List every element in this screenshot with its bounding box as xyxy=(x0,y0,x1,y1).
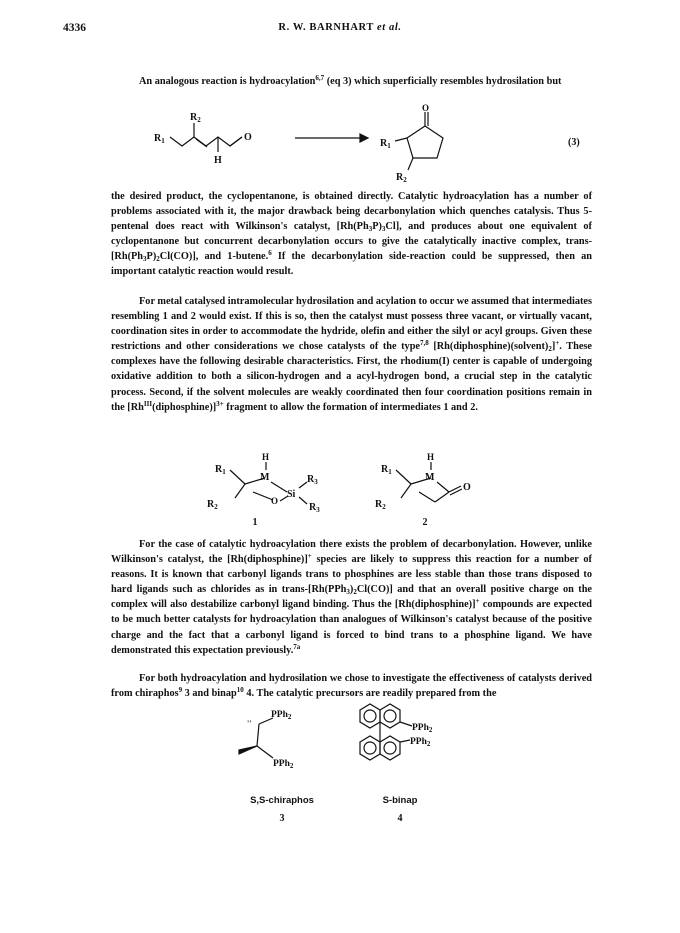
svg-text:Si: Si xyxy=(287,489,296,500)
svg-text:PPh2: PPh$_2$ xyxy=(273,759,294,770)
svg-text:O: O xyxy=(271,496,279,506)
paragraph-decarbonylation: the desired product, the cyclopentanone, is obtained directly. Catalytic hydroacylation has a number of problems associated with it, the major drawback being decarbonylation which quenches catalysis. Thus 5-pentenal does react with Wilkinson's catalyst, $[Rh(Ph_3P)_3Cl]$, and produces about one equivalent of cyclopentanone but concurrent decarbonylation occurs to give the catalytically inactive complex, trans-$[Rh(Ph_3P)_2Cl(CO)]$, and 1-butene.$^6$ If the decarbonylation side-reaction could be suppressed, then an important catalytic reaction would result. xyxy=(111,191,592,278)
product-o-label: O xyxy=(422,103,430,113)
chiraphos-number: 3 xyxy=(279,813,285,824)
svg-text:'': '' xyxy=(247,719,252,728)
running-head-etal: et al. xyxy=(376,22,402,33)
svg-text:M: M xyxy=(425,472,435,483)
svg-text:R2: $R_2$ xyxy=(375,499,386,511)
chiraphos-structure xyxy=(233,706,333,786)
svg-text:R1: $R_1$ xyxy=(154,133,165,145)
chiraphos-name: S,S-chiraphos xyxy=(250,795,314,806)
equation-3-scheme xyxy=(150,103,600,186)
svg-text:R2: $R_2$ xyxy=(207,499,218,511)
svg-text:R3: $R_3$ xyxy=(309,502,320,514)
svg-text:O: O xyxy=(463,482,471,493)
binap-structure xyxy=(340,700,450,785)
paragraph-intro: An analogous reaction is hydroacylation$^{6,7}$ (eq 3) which superficially resembles hydrosilation but xyxy=(139,74,562,87)
reactant-o-label: O xyxy=(244,132,252,143)
svg-text:R2: $R_2$ xyxy=(190,112,201,124)
paragraph-chiral-ligands: For both hydroacylation and hydrosilation we chose to investigate the effectiveness of catalysts derived from chiraphos$^9$ 3 and binap$^{10}$ 4. The catalytic precursors are readily prepared from the xyxy=(111,673,592,700)
binap-name: S-binap xyxy=(382,795,418,806)
equation-number: (3) xyxy=(568,137,580,148)
svg-text:H: H xyxy=(262,452,270,462)
intermediate-1-structure xyxy=(205,452,335,522)
paragraph-catalyst-choice: For metal catalysed intramolecular hydrosilation and acylation to occur we assumed that intermediates resembling 1 and 2 would exist. If this is so, then the catalyst must possess three vacant, or virtually vacant, coordination sites in order to accommodate the hydride, olefin and either the silyl or acyl groups. Given these restrictions and other considerations we chose catalysts of the type$^{7,8}$ $[Rh(diphosphine)(solvent)_2]^+$. These complexes have the following desirable characteristics. First, the rhodium(I) center is capable of undergoing oxidative addition to both a silicon-hydrogen and a acyl-hydrogen bond, a crucial step in the catalytic process. Second, if the solvent molecules are weakly coordinated then four coordination positions remain in the $[Rh^{III}(diphosphine)]^{3+}$ fragment to allow the formation of intermediates 1 and 2. xyxy=(111,296,592,413)
svg-text:H: H xyxy=(427,452,435,462)
svg-text:R1: $R_1$ xyxy=(381,464,392,476)
intermediate-1-label: 1 xyxy=(252,517,258,528)
svg-text:M: M xyxy=(260,472,270,483)
svg-text:R2: $R_2$ xyxy=(396,172,407,184)
intermediate-2-structure xyxy=(373,452,493,522)
paragraph-decarbonylation-suppression: For the case of catalytic hydroacylation there exists the problem of decarbonylation. However, unlike Wilkinson's catalyst, the [Rh(diphosphine)]+ species are likely to suppress this reaction for a number of reasons. It is known that carbonyl ligands trans to phosphines are less stable than those trans disposed to hard ligands such as chlorides as in trans-$[Rh(PPh_3)_2Cl(CO)]$ and that an overall positive charge on the complex will also destabilize carbonyl ligand binding. Thus the [Rh(diphosphine)]+ compounds are expected to be much better catalysts for hydroacylation than analogues of Wilkinson's catalyst because of the positive charge and the fact that a carbonyl ligand is forced to bind trans to a phosphine ligand. We have demonstrated this expectation previously.$^{7a}$ xyxy=(111,539,592,656)
svg-text:PPh2: PPh$_2$ xyxy=(271,710,292,721)
page-number: 4336 xyxy=(63,22,86,34)
reactant-h-label: H xyxy=(214,155,222,166)
binap-number: 4 xyxy=(397,813,403,824)
intermediate-2-label: 2 xyxy=(422,517,428,528)
svg-text:PPh2: PPh$_2$ xyxy=(410,737,431,748)
svg-text:R1: $R_1$ xyxy=(380,138,391,150)
running-head xyxy=(0,22,680,33)
svg-text:PPh2: PPh$_2$ xyxy=(412,723,433,734)
svg-text:R1: $R_1$ xyxy=(215,464,226,476)
running-head-author: R. W. BARNHART xyxy=(278,22,374,33)
reactant-r1-sub: 1 xyxy=(161,137,165,145)
svg-text:R3: $R_3$ xyxy=(307,474,318,486)
